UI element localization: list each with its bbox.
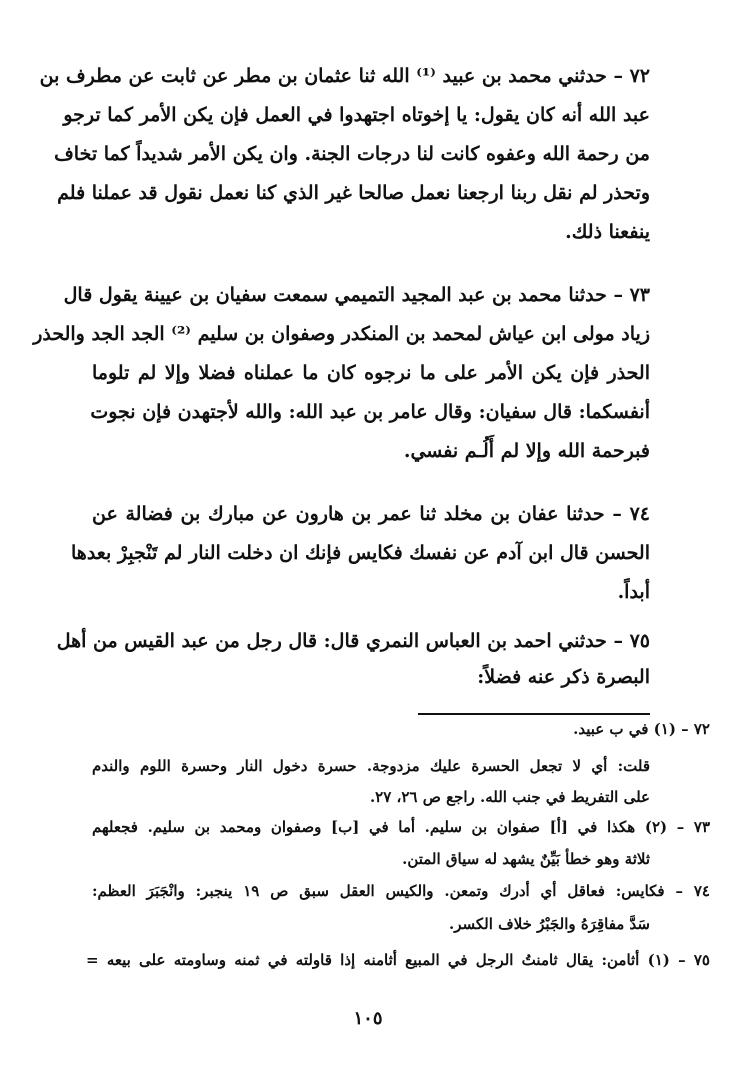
text-line: من رحمة الله وعفوه كانت لنا درجات الجنة. وان يكن الأمر شديداً كما تخاف — [54, 143, 650, 165]
footnote-separator — [418, 713, 650, 715]
text-line: عبد الله أنه كان يقول: يا إخوتاه اجتهدوا في العمل فإن يكن الأمر كما ترجو — [63, 104, 650, 126]
text-line: ٧٥ – حدثني احمد بن العباس النمري قال: قال رجل من عبد القيس من أهل — [56, 630, 650, 652]
text-line: الحذر فإن يكن الأمر على ما نرجوه كان ما عملناه فضلا وإلا لم تلوما — [92, 362, 650, 384]
footnote-line: ٧٥ – (١) أثامن: يقال ثامنتُ الرجل في المبيع أثامنه إذا قاولته في ثمنه وساومته على بيعه = — [86, 951, 710, 969]
text-line: الحسن قال ابن آدم عن نفسك فكايس فإنك ان دخلت النار لم تَنْجبِرْ بعدها — [71, 542, 650, 564]
text-line: ٧٣ – حدثنا محمد بن عبد المجيد التميمي سمعت سفيان بن عيينة يقول قال — [63, 284, 650, 306]
footnote-line: ٧٤ – فكايس: فعاقل أي أدرك وتمعن. والكيس العقل سبق ص ١٩ ينجبر: وانْجَبَرَ العظم: — [92, 882, 710, 900]
text-line: ينفعنا ذلك. — [565, 221, 650, 243]
footnote-line: قلت: أي لا تجعل الحسرة عليك مزدوجة. حسرة دخول النار وحسرة اللوم والندم — [92, 757, 650, 775]
footnote-line: سَدَّ مفاقِرَهُ والجَبْرُ خلاف الكسر. — [449, 915, 650, 933]
text-line: أبداً. — [617, 581, 650, 603]
footnote-line: ٧٣ – (٢) هكذا في [أ] صفوان بن سليم. أما في [ب] وصفوان ومحمد بن سليم. فجعلهم — [92, 818, 711, 836]
page-number: ١٠٥ — [353, 1008, 383, 1029]
text-line: أنفسكما: قال سفيان: وقال عامر بن عبد الله: والله لأجتهدن فإن نجوت — [90, 401, 650, 423]
footnote-line: ثلاثة وهو خطأ بَيِّنٌ يشهد له سياق المتن. — [402, 850, 650, 868]
footnote-line: على التفريط في جنب الله. راجع ص ٢٦، ٢٧. — [369, 788, 650, 806]
text-line: فبرحمة الله وإلا لم أَلُـم نفسي. — [403, 440, 650, 462]
footnote-line: ٧٢ – (١) في ب عبيد. — [573, 720, 710, 738]
text-line: ٧٢ – حدثني محمد بن عبيد ⁽¹⁾ الله ثنا عثمان بن مطر عن ثابت عن مطرف بن — [39, 65, 650, 87]
text-line: زياد مولى ابن عياش لمحمد بن المنكدر وصفوان بن سليم ⁽²⁾ الجد الجد والحذر — [33, 323, 650, 345]
text-line: ٧٤ – حدثنا عفان بن مخلد ثنا عمر بن هارون عن مبارك بن فضالة عن — [92, 503, 650, 525]
text-line: وتحذر لم نقل ربنا ارجعنا نعمل صالحا غير الذي كنا نعمل نقول قد عملنا فلم — [57, 182, 650, 204]
text-line: البصرة ذكر عنه فضلاً: — [477, 666, 650, 688]
